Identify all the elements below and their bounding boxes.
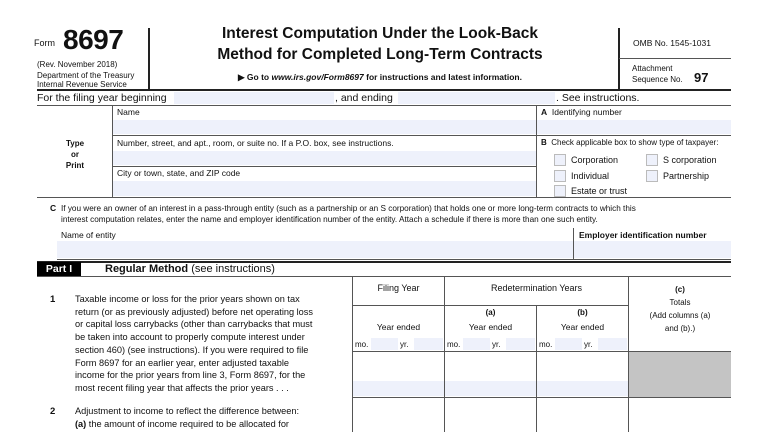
id-letter: A [541, 107, 548, 117]
name-label: Name [117, 107, 140, 117]
sequence-label: Sequence No. [632, 75, 683, 84]
filing-year-ending-label: , and ending [335, 92, 393, 104]
filing-year-header: Filing Year [377, 283, 420, 293]
section-c-line2: interest computation relates, enter the name and employer identification number of the entity. Attach a schedule if there is more than one such entity. [61, 215, 598, 224]
s-corporation-checkbox[interactable] [646, 154, 658, 166]
line2-text-2-bold: (a) [75, 418, 87, 429]
line1-text-8: most recent filing year that affects the prior years . . . [75, 382, 289, 393]
form-title-line1: Interest Computation Under the Look-Back [221, 25, 539, 42]
filing-year-beginning-label: For the filing year beginning [37, 92, 167, 104]
redetermination-years-header: Redetermination Years [490, 283, 583, 293]
part1-title [105, 262, 275, 276]
id-label-text: Identifying number [551, 107, 622, 117]
city-label: City or town, state, and ZIP code [117, 168, 241, 178]
individual-checkbox[interactable] [554, 170, 566, 182]
part1-title-rule [37, 276, 731, 277]
col-c-header [629, 283, 731, 335]
type-label: Type [65, 139, 85, 148]
section-c-text [61, 203, 731, 225]
street-label: Number, street, and apt., room, or suite no. If a P.O. box, see instructions. [117, 138, 394, 148]
checkbox-individual[interactable] [554, 170, 609, 182]
header-bottom-rule [37, 89, 731, 91]
checkbox-partnership[interactable] [646, 170, 709, 182]
goto-prefix: ▶ Go to [238, 72, 272, 82]
print-label: Print [65, 161, 85, 170]
id-column-divider [536, 105, 537, 197]
filing-year-rule [37, 105, 731, 106]
section-c-bottom-rule [57, 259, 731, 260]
line1-text-4: be taken into account to properly compute interest under [75, 332, 305, 343]
see-instructions: . See instructions. [556, 92, 640, 104]
section-c-letter: C [50, 203, 57, 213]
checkbox-estate-or-trust[interactable] [554, 185, 627, 197]
checkbox-corporation[interactable] [554, 154, 618, 166]
attachment-label: Attachment [632, 64, 673, 73]
form-number: 8697 [63, 24, 124, 55]
corporation-checkbox[interactable] [554, 154, 566, 166]
identifying-number-label [541, 107, 622, 117]
filing-mo-label: mo. [355, 340, 369, 349]
estate-or-trust-label: Estate or trust [571, 186, 628, 196]
col-b-yr-label: yr. [584, 340, 593, 349]
line1-text [75, 293, 343, 395]
individual-label: Individual [571, 171, 610, 181]
col-a-mo-label: mo. [447, 340, 461, 349]
ein-input[interactable] [574, 241, 731, 258]
line2-text-1: Adjustment to income to reflect the difference between: [75, 406, 300, 416]
identifying-number-input[interactable] [537, 120, 731, 134]
filing-year-ended: Year ended [376, 322, 421, 332]
line1-text-7: income for the prior years from line 3, Form 8697, for the [75, 370, 306, 381]
col-a-yr-input[interactable] [506, 338, 535, 350]
agency: Internal Revenue Service [37, 80, 127, 89]
form-label: Form [34, 38, 55, 48]
line1-text-1: Taxable income or loss for the prior years shown on tax [75, 294, 300, 304]
line2-text [75, 405, 343, 430]
entity-name-input[interactable] [57, 241, 573, 258]
revision: (Rev. November 2018) [37, 60, 118, 69]
type-letter: B [541, 138, 547, 147]
col-b-year-ended: Year ended [560, 322, 605, 332]
col-divider-1 [352, 276, 353, 432]
form-title-line2: Method for Completed Long-Term Contracts [217, 46, 543, 63]
filing-yr-label: yr. [400, 340, 409, 349]
col-c-totals: Totals [669, 298, 691, 307]
col-a-mo-input[interactable] [463, 338, 490, 350]
street-input[interactable] [113, 151, 536, 165]
omb-number: OMB No. 1545-1031 [633, 38, 711, 48]
col-a-year-ended: Year ended [468, 322, 513, 332]
name-rule [113, 135, 731, 136]
s-corporation-label: S corporation [663, 155, 717, 165]
line1-number: 1 [50, 294, 56, 305]
estate-or-trust-checkbox[interactable] [554, 185, 566, 197]
name-input[interactable] [113, 120, 536, 134]
header-divider-left [148, 28, 150, 89]
filing-year-ending-input[interactable] [398, 92, 555, 104]
col-divider-2 [444, 276, 445, 432]
col-b-letter: (b) [577, 308, 588, 317]
omb-divider [619, 58, 731, 59]
line1-text-2: return (or as previously adjusted) before net operating loss [75, 306, 313, 317]
checkbox-s-corporation[interactable] [646, 154, 717, 166]
line1-text-3: or capital loss carrybacks (other than carrybacks that must [75, 319, 313, 330]
filing-yr-input[interactable] [414, 338, 443, 350]
goto-instructions [160, 72, 600, 83]
line2-number: 2 [50, 406, 56, 417]
corporation-label: Corporation [571, 155, 619, 165]
col-a-letter: (a) [485, 308, 496, 317]
section-c-line1: If you were an owner of an interest in a pass-through entity (such as a partnership or an S corporation) that holds one or more long-term contracts to which this [61, 204, 636, 213]
line1-col-b-input[interactable] [537, 381, 628, 396]
col-a-yr-label: yr. [492, 340, 501, 349]
ein-label: Employer identification number [579, 230, 707, 240]
line1-text-6: Form 8697 for an earlier year, enter adjusted taxable [75, 357, 289, 368]
part1-title-bold: Regular Method [105, 263, 189, 275]
filing-mo-input[interactable] [371, 338, 398, 350]
city-input[interactable] [113, 181, 536, 196]
entity-name-label: Name of entity [61, 230, 116, 240]
line1-text-5: section 460) (see instructions). If you were required to file [75, 344, 309, 355]
col-b-mo-label: mo. [539, 340, 553, 349]
col-c-note2: and (b).) [664, 324, 696, 333]
department: Department of the Treasury [37, 71, 135, 80]
type-label-text: Check applicable box to show type of taxpayer: [551, 138, 719, 147]
col-b-mo-input[interactable] [555, 338, 582, 350]
type-or-print [50, 138, 100, 171]
form-title [160, 23, 600, 65]
irs-link[interactable]: www.irs.gov/Form8697 [271, 72, 364, 82]
line2-text-2 [75, 418, 343, 431]
taxpayer-type-label [541, 138, 718, 147]
col-c-letter: (c) [675, 285, 685, 294]
line1-row-rule [353, 397, 731, 398]
or-label: or [71, 150, 79, 159]
goto-suffix: for instructions and latest information. [363, 72, 522, 82]
col-c-note1: (Add columns (a) [649, 311, 711, 320]
part1-badge: Part I [37, 262, 81, 276]
partnership-checkbox[interactable] [646, 170, 658, 182]
part1-subtitle: (see instructions) [191, 263, 275, 275]
partnership-label: Partnership [663, 171, 710, 181]
street-rule [113, 166, 536, 167]
filing-year-beginning-input[interactable] [174, 92, 334, 104]
line1-col-a-input[interactable] [445, 381, 536, 396]
line1-filing-input[interactable] [353, 381, 444, 396]
header-row-rule [353, 305, 628, 306]
sequence-number: 97 [694, 70, 709, 85]
col-b-yr-input[interactable] [598, 338, 627, 350]
taxpayer-bottom-rule [37, 197, 731, 198]
line2-text-2-rest: the amount of income required to be allocated for [86, 418, 289, 429]
line1-col-c-shaded [629, 352, 731, 397]
